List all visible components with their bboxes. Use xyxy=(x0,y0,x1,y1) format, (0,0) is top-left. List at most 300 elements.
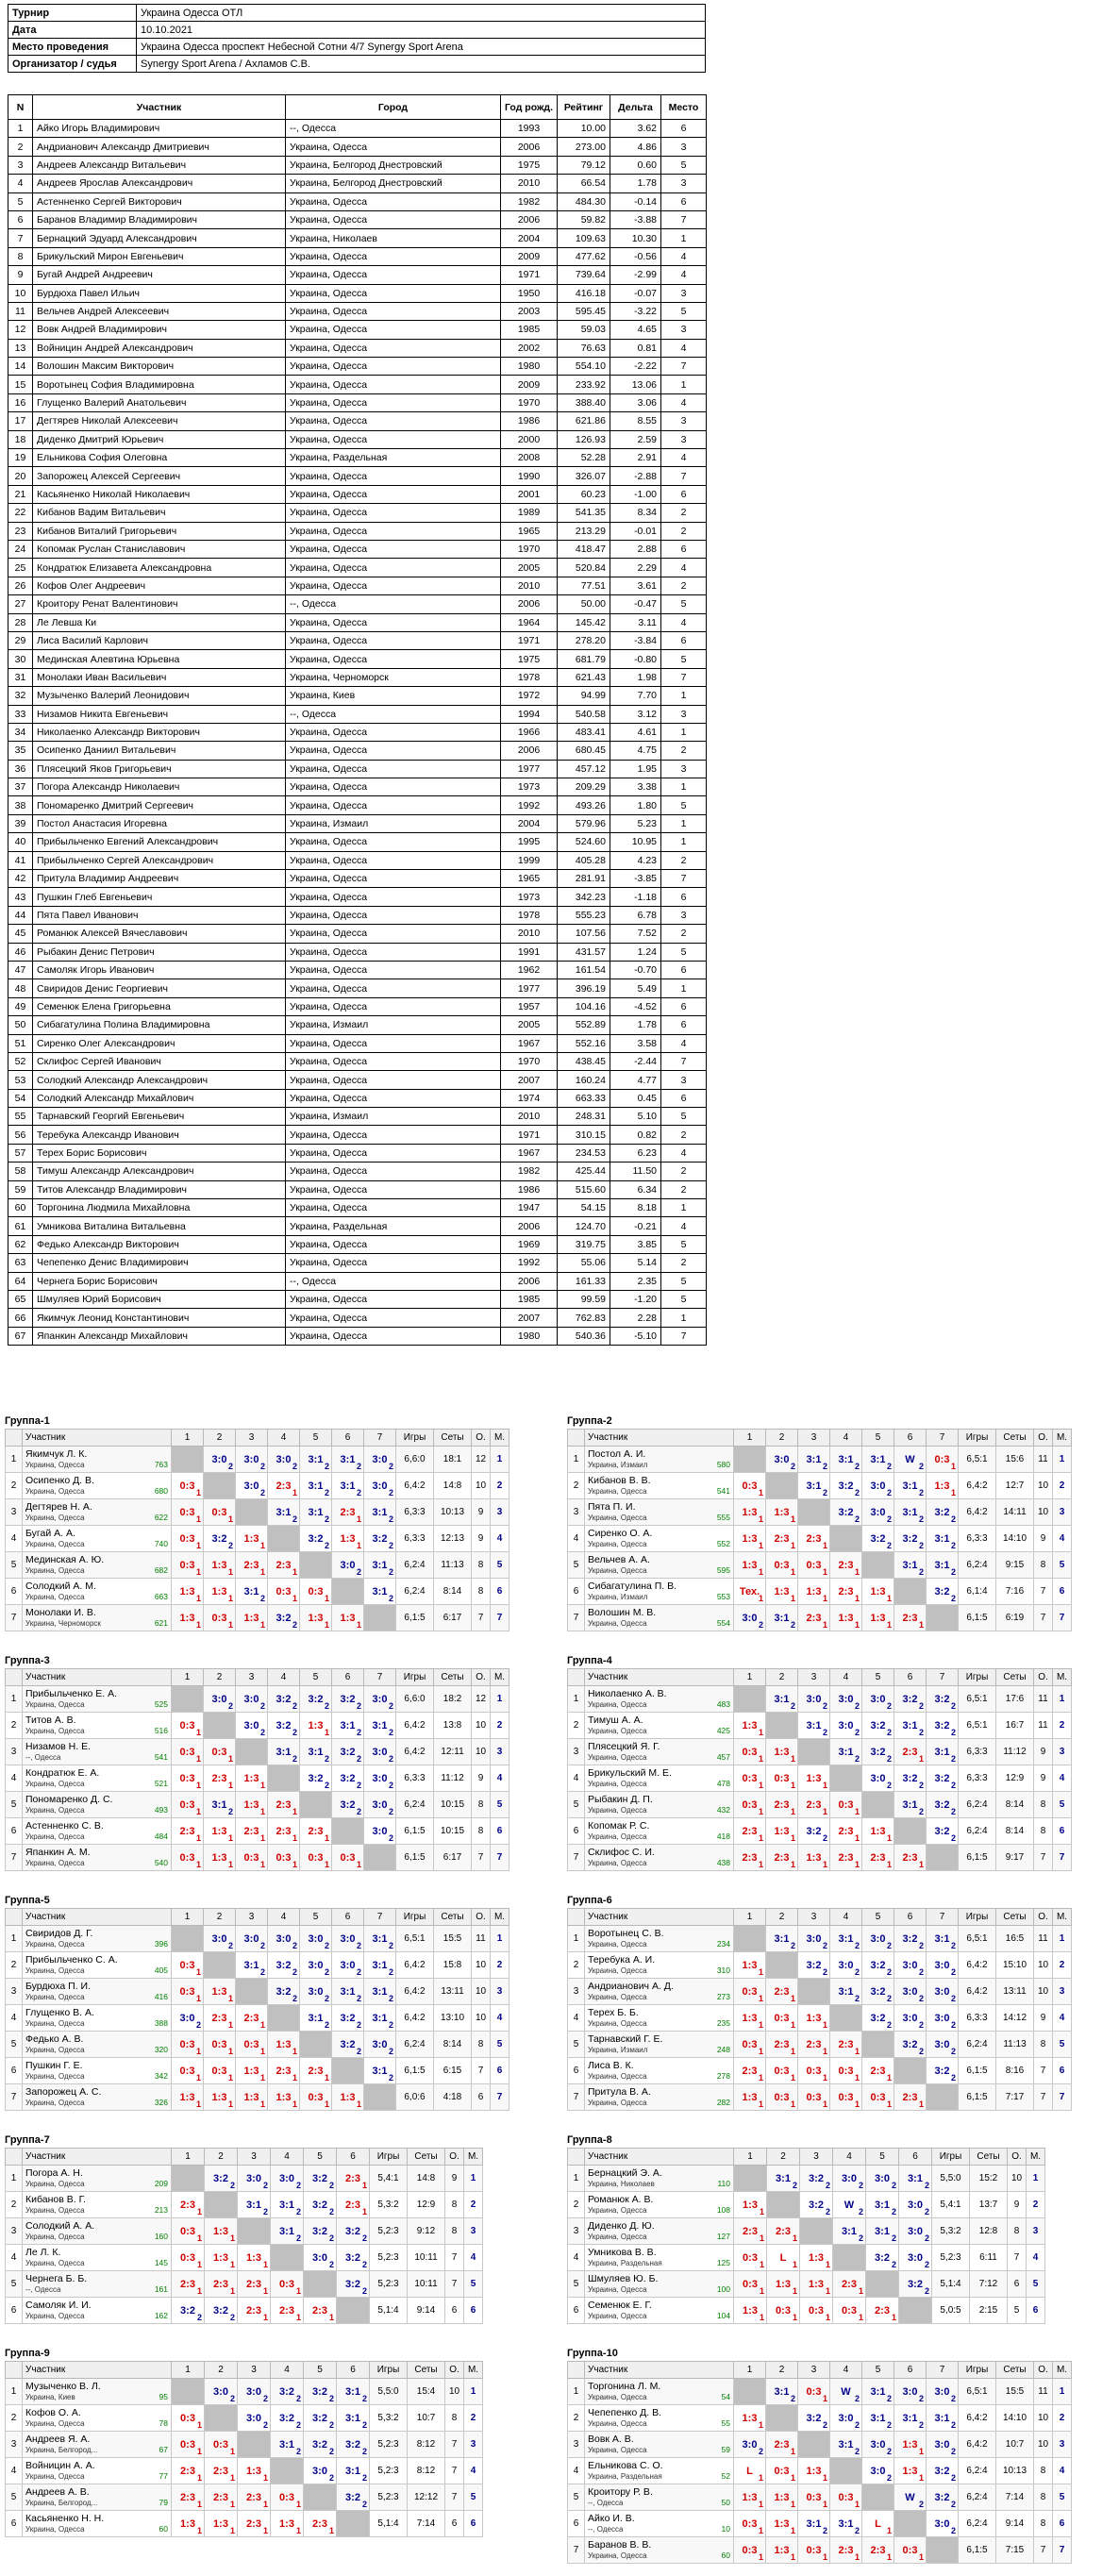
group-place: 7 xyxy=(1053,2537,1072,2564)
match-score: 1:3 xyxy=(774,1506,790,1518)
match-score: 3:2 xyxy=(276,1719,292,1731)
player-cell: 1965 xyxy=(501,522,558,540)
group-header-games: Игры xyxy=(959,1909,996,1926)
group-points: 5 xyxy=(1008,2298,1027,2324)
match-points: 1 xyxy=(361,2181,367,2190)
player-row xyxy=(8,1235,707,1253)
match-result xyxy=(268,2084,300,2111)
group-row-num: 1 xyxy=(6,1926,23,1952)
match-points: 1 xyxy=(825,2260,830,2269)
match-score: 3:2 xyxy=(870,1959,886,1971)
group-games: 5,5:0 xyxy=(370,2379,408,2405)
player-row xyxy=(8,1291,707,1309)
match-points: 2 xyxy=(918,1781,924,1790)
player-cell: 3.62 xyxy=(610,120,661,138)
participant-city: Украина, Одесса xyxy=(25,2099,85,2107)
group-points: 8 xyxy=(472,1818,491,1845)
player-cell: Осипенко Даниил Витальевич xyxy=(33,742,286,760)
group-header-row xyxy=(568,2149,1045,2166)
group-points: 11 xyxy=(1034,2379,1053,2405)
player-cell: 541.35 xyxy=(558,504,610,522)
match-score: 2:3 xyxy=(776,2225,791,2237)
match-result xyxy=(927,2379,959,2405)
player-cell: Украина, Одесса xyxy=(286,650,501,668)
match-score: 3:2 xyxy=(902,1932,918,1945)
player-cell: -3.88 xyxy=(610,210,661,228)
match-points: 1 xyxy=(758,1728,763,1737)
player-cell: Украина, Одесса xyxy=(286,504,501,522)
match-points: 2 xyxy=(950,2020,956,2030)
match-score: 1:3 xyxy=(742,2012,758,2024)
player-cell: 4 xyxy=(661,393,707,411)
match-result xyxy=(204,1979,236,2005)
players-header-cell: N xyxy=(8,95,33,120)
self-cell xyxy=(798,2432,830,2458)
participant-city: Украина, Одесса xyxy=(25,2259,85,2267)
participant-rating: 209 xyxy=(154,2179,168,2188)
match-score: 1:3 xyxy=(211,1851,227,1864)
match-result xyxy=(238,2511,271,2537)
match-points: 2 xyxy=(328,2394,334,2403)
match-score: 1:3 xyxy=(243,1772,259,1784)
match-score: 0:3 xyxy=(179,1746,195,1758)
group-games: 6,5:1 xyxy=(959,2379,996,2405)
match-points: 2 xyxy=(388,2047,393,2056)
match-points: 2 xyxy=(886,1701,892,1711)
player-cell: 10.30 xyxy=(610,229,661,247)
match-score: 3:2 xyxy=(345,2438,360,2451)
player-cell: 5 xyxy=(661,1272,707,1290)
group-sets: 18:2 xyxy=(434,1686,472,1713)
match-points: 1 xyxy=(950,1488,956,1497)
match-score: 0:3 xyxy=(934,1453,950,1465)
match-result xyxy=(172,2032,204,2058)
player-cell: 5 xyxy=(661,796,707,814)
match-result xyxy=(204,1552,236,1579)
match-result xyxy=(300,1765,332,1792)
player-cell: 552.16 xyxy=(558,1034,610,1052)
match-result xyxy=(364,1818,396,1845)
participant-rating: 127 xyxy=(716,2232,730,2241)
player-cell: 2010 xyxy=(501,577,558,594)
player-cell: 4.77 xyxy=(610,1071,661,1089)
group-points: 10 xyxy=(472,1952,491,1979)
match-score: 2:3 xyxy=(276,1559,292,1571)
self-cell xyxy=(830,1526,862,1552)
match-points: 1 xyxy=(259,2099,265,2109)
match-score: 3:2 xyxy=(908,2278,923,2290)
match-score: 3:0 xyxy=(243,1693,259,1705)
match-result xyxy=(830,2058,862,2084)
group-row xyxy=(6,1686,509,1713)
participant-name: Бурдюха П. И. xyxy=(25,1981,92,1992)
match-score: 2:3 xyxy=(213,2278,228,2290)
match-result xyxy=(833,2271,866,2298)
match-points: 1 xyxy=(758,2047,763,2056)
participant-name: Волошин М. В. xyxy=(588,1607,657,1618)
self-cell xyxy=(271,2458,304,2484)
player-cell: 12 xyxy=(8,321,33,339)
player-cell: -1.00 xyxy=(610,485,661,503)
match-score: 3:1 xyxy=(934,1559,950,1571)
participant-rating: 125 xyxy=(716,2258,730,2267)
participant-name: Войницин А. А. xyxy=(25,2460,95,2471)
player-row xyxy=(8,778,707,796)
participant-name: Низамов Н. Е. xyxy=(25,1741,91,1752)
match-result xyxy=(862,2537,894,2564)
player-cell: 6.34 xyxy=(610,1180,661,1198)
participant-city: Украина, Одесса xyxy=(588,2393,647,2401)
match-result xyxy=(927,1952,959,1979)
participant-rating: 622 xyxy=(154,1513,168,1522)
match-result xyxy=(204,1845,236,1871)
player-row xyxy=(8,393,707,411)
match-result xyxy=(798,1713,830,1739)
match-score: 3:2 xyxy=(340,1772,356,1784)
match-points: 2 xyxy=(388,1567,393,1577)
match-points: 2 xyxy=(950,1728,956,1737)
match-result xyxy=(830,1447,862,1473)
match-score: 2:3 xyxy=(340,1506,356,1518)
group-points: 9 xyxy=(472,1499,491,1526)
match-points: 2 xyxy=(858,2181,863,2190)
player-cell: 60.23 xyxy=(558,485,610,503)
group-header-place: М. xyxy=(491,1909,509,1926)
participant-rating: 78 xyxy=(159,2418,168,2428)
match-result xyxy=(364,2058,396,2084)
self-cell xyxy=(236,1499,268,1526)
player-cell: Вельчев Андрей Алексеевич xyxy=(33,302,286,320)
match-result xyxy=(798,2379,830,2405)
group-points: 12 xyxy=(472,1686,491,1713)
match-points: 1 xyxy=(229,2473,235,2483)
match-points: 1 xyxy=(259,1807,265,1816)
match-score: 3:2 xyxy=(279,2385,294,2398)
participant-rating: 680 xyxy=(154,1486,168,1496)
info-value: Украина Одесса проспект Небесной Сотни 4/7 Synergy Sport Arena xyxy=(137,39,706,56)
match-score: 0:3 xyxy=(179,1851,195,1864)
group-header-place: М. xyxy=(1053,1909,1072,1926)
player-cell: 43 xyxy=(8,888,33,906)
match-score: 2:3 xyxy=(842,2278,857,2290)
match-points: 2 xyxy=(328,2233,334,2243)
match-points: 2 xyxy=(361,2394,367,2403)
match-score: L xyxy=(746,2465,753,2477)
participant-rating: 342 xyxy=(154,2071,168,2081)
match-score: 0:3 xyxy=(838,2065,854,2077)
match-score: 3:1 xyxy=(934,1932,950,1945)
player-cell: Украина, Одесса xyxy=(286,1034,501,1052)
match-points: 1 xyxy=(292,2047,297,2056)
group-header-participant: Участник xyxy=(585,2362,734,2379)
match-score: 1:3 xyxy=(340,2091,356,2103)
match-score: 3:0 xyxy=(308,1932,324,1945)
match-points: 2 xyxy=(292,1941,297,1950)
participant-city: Украина, Раздельная xyxy=(588,2472,662,2481)
match-score: 0:3 xyxy=(211,1612,227,1624)
group-header-col: 7 xyxy=(364,1909,396,1926)
match-result xyxy=(205,2298,238,2324)
self-cell xyxy=(364,1605,396,1631)
player-cell: 2009 xyxy=(501,376,558,393)
match-result xyxy=(238,2192,271,2218)
match-result xyxy=(300,1473,332,1499)
self-cell xyxy=(204,1952,236,1979)
participant-city: Украина, Одесса xyxy=(25,2206,85,2215)
participant-city: Украина, Одесса xyxy=(25,1487,85,1496)
group-header-col: 1 xyxy=(734,2362,766,2379)
match-score: 1:3 xyxy=(806,1772,822,1784)
match-score: 2:3 xyxy=(838,1559,854,1571)
match-score: 1:3 xyxy=(806,1585,822,1597)
player-row xyxy=(8,1126,707,1144)
participant-city: --, Одесса xyxy=(588,2525,624,2534)
player-cell: 273.00 xyxy=(558,138,610,156)
group-points: 10 xyxy=(472,1713,491,1739)
group-header-num xyxy=(6,1430,23,1447)
self-cell xyxy=(364,1845,396,1871)
match-result xyxy=(798,1552,830,1579)
match-score: 3:1 xyxy=(902,1480,918,1492)
match-points: 1 xyxy=(259,2073,265,2083)
match-score: 3:2 xyxy=(308,1772,324,1784)
player-cell: 1971 xyxy=(501,1126,558,1144)
group-place: 6 xyxy=(1053,2058,1072,2084)
info-value: Synergy Sport Arena / Ахламов С.В. xyxy=(137,56,706,73)
player-cell: Прибыльченко Сергей Александрович xyxy=(33,851,286,869)
match-points: 1 xyxy=(759,2260,764,2269)
player-cell: 2006 xyxy=(501,210,558,228)
match-points: 2 xyxy=(227,1807,233,1816)
group-row-num: 3 xyxy=(568,2218,585,2245)
match-score: 3:2 xyxy=(934,1772,950,1784)
group-header-col: 2 xyxy=(766,1909,798,1926)
match-points: 1 xyxy=(324,1728,329,1737)
match-points: 1 xyxy=(195,1594,201,1603)
group-header-col: 5 xyxy=(300,1669,332,1686)
participant-name: Осипенко Д. В. xyxy=(25,1475,94,1486)
group-row-num: 4 xyxy=(568,2458,585,2484)
player-row xyxy=(8,156,707,174)
match-score: 3:0 xyxy=(806,1693,822,1705)
group-participant xyxy=(23,1473,172,1499)
match-points: 1 xyxy=(758,1514,763,1524)
match-points: 2 xyxy=(356,1462,361,1471)
self-cell xyxy=(862,1792,894,1818)
group-games: 5,2:3 xyxy=(370,2458,408,2484)
group-sets: 16:5 xyxy=(996,1926,1034,1952)
match-score: 3:0 xyxy=(934,1985,950,1998)
player-cell: 8.34 xyxy=(610,504,661,522)
player-cell: 310.15 xyxy=(558,1126,610,1144)
player-row xyxy=(8,430,707,448)
match-points: 1 xyxy=(758,1567,763,1577)
match-score: 3:0 xyxy=(774,1453,790,1465)
player-cell: 555.23 xyxy=(558,906,610,924)
participant-rating: 282 xyxy=(716,2098,730,2107)
match-points: 1 xyxy=(822,2473,827,2483)
match-points: 1 xyxy=(792,2260,797,2269)
players-header-cell: Место xyxy=(661,95,707,120)
player-cell: 1982 xyxy=(501,1163,558,1180)
match-score: 2:3 xyxy=(806,1798,822,1811)
group-points: 8 xyxy=(472,1552,491,1579)
match-result xyxy=(894,1686,927,1713)
group-place: 4 xyxy=(464,2245,483,2271)
match-points: 2 xyxy=(262,2394,268,2403)
group-header-place: М. xyxy=(491,1430,509,1447)
match-points: 1 xyxy=(790,2099,795,2109)
match-result xyxy=(172,1526,204,1552)
group-table xyxy=(5,2361,483,2537)
player-cell: 8.55 xyxy=(610,412,661,430)
group-games: 6,5:1 xyxy=(959,1713,996,1739)
player-row xyxy=(8,1144,707,1162)
group-sets: 12:7 xyxy=(996,1473,1034,1499)
match-points: 2 xyxy=(918,2047,924,2056)
player-cell: 5 xyxy=(661,943,707,961)
participant-name: Прибыльченко С. А. xyxy=(25,1954,118,1965)
group-header-col: 6 xyxy=(337,2362,370,2379)
match-result xyxy=(899,2245,932,2271)
player-cell: 1.78 xyxy=(610,175,661,192)
match-score: 3:1 xyxy=(774,1612,790,1624)
group-participant xyxy=(585,2298,734,2324)
match-points: 2 xyxy=(950,2047,956,2056)
player-cell: 161.33 xyxy=(558,1272,610,1290)
group-header-participant: Участник xyxy=(23,2362,172,2379)
match-result xyxy=(734,2005,766,2032)
match-result xyxy=(204,1765,236,1792)
match-result xyxy=(766,1979,798,2005)
player-cell: 63 xyxy=(8,1254,33,1272)
match-result xyxy=(300,1845,332,1871)
player-cell: Низамов Никита Евгеньевич xyxy=(33,705,286,723)
group-games: 6,4:2 xyxy=(959,1499,996,1526)
match-points: 1 xyxy=(262,2313,268,2322)
group-header-points: О. xyxy=(1034,1669,1053,1686)
player-row xyxy=(8,668,707,686)
match-score: 3:1 xyxy=(838,1985,854,1998)
player-cell: -1.18 xyxy=(610,888,661,906)
group-row xyxy=(568,1952,1072,1979)
match-score: 3:0 xyxy=(340,1932,356,1945)
match-points: 2 xyxy=(950,2420,956,2430)
player-cell: Украина, Белгород Днестровский xyxy=(286,175,501,192)
match-result xyxy=(866,2166,899,2192)
group-row xyxy=(6,2271,483,2298)
group-row-num: 3 xyxy=(568,1499,585,1526)
match-score: 3:2 xyxy=(276,1985,292,1998)
participant-city: Украина, Одесса xyxy=(588,1753,647,1762)
player-cell: 54 xyxy=(8,1089,33,1107)
group-1 xyxy=(5,1413,509,1631)
match-score: 2:3 xyxy=(211,1772,227,1784)
self-cell xyxy=(304,2484,337,2511)
match-result xyxy=(734,1605,766,1631)
player-cell: Украина, Одесса xyxy=(286,577,501,594)
player-cell: 3.38 xyxy=(610,778,661,796)
group-header-col: 4 xyxy=(830,1909,862,1926)
group-participant xyxy=(23,1526,172,1552)
group-participant xyxy=(23,1713,172,1739)
match-score: 3:2 xyxy=(934,1719,950,1731)
group-header-col: 3 xyxy=(798,1909,830,1926)
player-cell: Музыченко Валерий Леонидович xyxy=(33,687,286,705)
match-points: 2 xyxy=(886,2447,892,2456)
player-cell: Торгонина Людмила Михайловна xyxy=(33,1199,286,1217)
player-cell: 431.57 xyxy=(558,943,610,961)
group-participant xyxy=(23,2298,172,2324)
group-games: 5,3:2 xyxy=(370,2405,408,2432)
match-result xyxy=(236,1473,268,1499)
match-result xyxy=(766,1818,798,1845)
match-score: 3:0 xyxy=(276,1932,292,1945)
participant-name: Ле Л. К. xyxy=(25,2247,61,2258)
match-points: 1 xyxy=(790,2500,795,2509)
player-cell: Украина, Одесса xyxy=(286,393,501,411)
match-points: 1 xyxy=(195,1781,201,1790)
player-cell: 1 xyxy=(661,778,707,796)
match-result xyxy=(862,1952,894,1979)
match-result xyxy=(300,1526,332,1552)
group-row xyxy=(6,1765,509,1792)
match-score: 3:1 xyxy=(308,1453,324,1465)
match-score: 3:1 xyxy=(246,2199,261,2211)
match-points: 1 xyxy=(758,1833,763,1843)
player-cell: Солодкий Александр Михайлович xyxy=(33,1089,286,1107)
participant-city: Украина, Николаев xyxy=(588,2180,655,2188)
match-points: 2 xyxy=(858,2233,863,2243)
match-score: 0:3 xyxy=(276,1851,292,1864)
match-result xyxy=(830,1473,862,1499)
group-row-num: 6 xyxy=(568,2511,585,2537)
match-score: 3:0 xyxy=(838,1719,854,1731)
match-points: 2 xyxy=(822,2526,827,2535)
match-points: 1 xyxy=(356,1541,361,1550)
match-score: 1:3 xyxy=(838,1612,854,1624)
group-header-row xyxy=(568,1430,1072,1447)
match-points: 1 xyxy=(790,1807,795,1816)
group-row xyxy=(6,2005,509,2032)
group-games: 5,1:4 xyxy=(370,2511,408,2537)
match-result xyxy=(766,2058,798,2084)
participant-name: Притула В. А. xyxy=(588,2086,651,2098)
participant-rating: 67 xyxy=(159,2445,168,2454)
player-row xyxy=(8,266,707,284)
match-score: 3:0 xyxy=(372,1453,388,1465)
match-score: 2:3 xyxy=(742,1851,758,1864)
player-row xyxy=(8,522,707,540)
player-cell: Украина, Одесса xyxy=(286,796,501,814)
group-sets: 10:13 xyxy=(996,2458,1034,2484)
match-score: 0:3 xyxy=(838,2091,854,2103)
match-result xyxy=(734,1765,766,1792)
player-cell: 15 xyxy=(8,376,33,393)
group-points: 8 xyxy=(472,1792,491,1818)
group-header-col: 4 xyxy=(830,1430,862,1447)
player-row xyxy=(8,559,707,577)
participant-name: Кроитору Р. В. xyxy=(588,2486,653,2498)
match-result xyxy=(830,2084,862,2111)
match-score: 1:3 xyxy=(211,1559,227,1571)
player-cell: 2 xyxy=(661,1163,707,1180)
match-result xyxy=(300,1686,332,1713)
match-result xyxy=(172,1818,204,1845)
player-cell: 17 xyxy=(8,412,33,430)
participant-name: Тимуш А. А. xyxy=(588,1715,643,1726)
match-points: 2 xyxy=(950,2473,956,2483)
